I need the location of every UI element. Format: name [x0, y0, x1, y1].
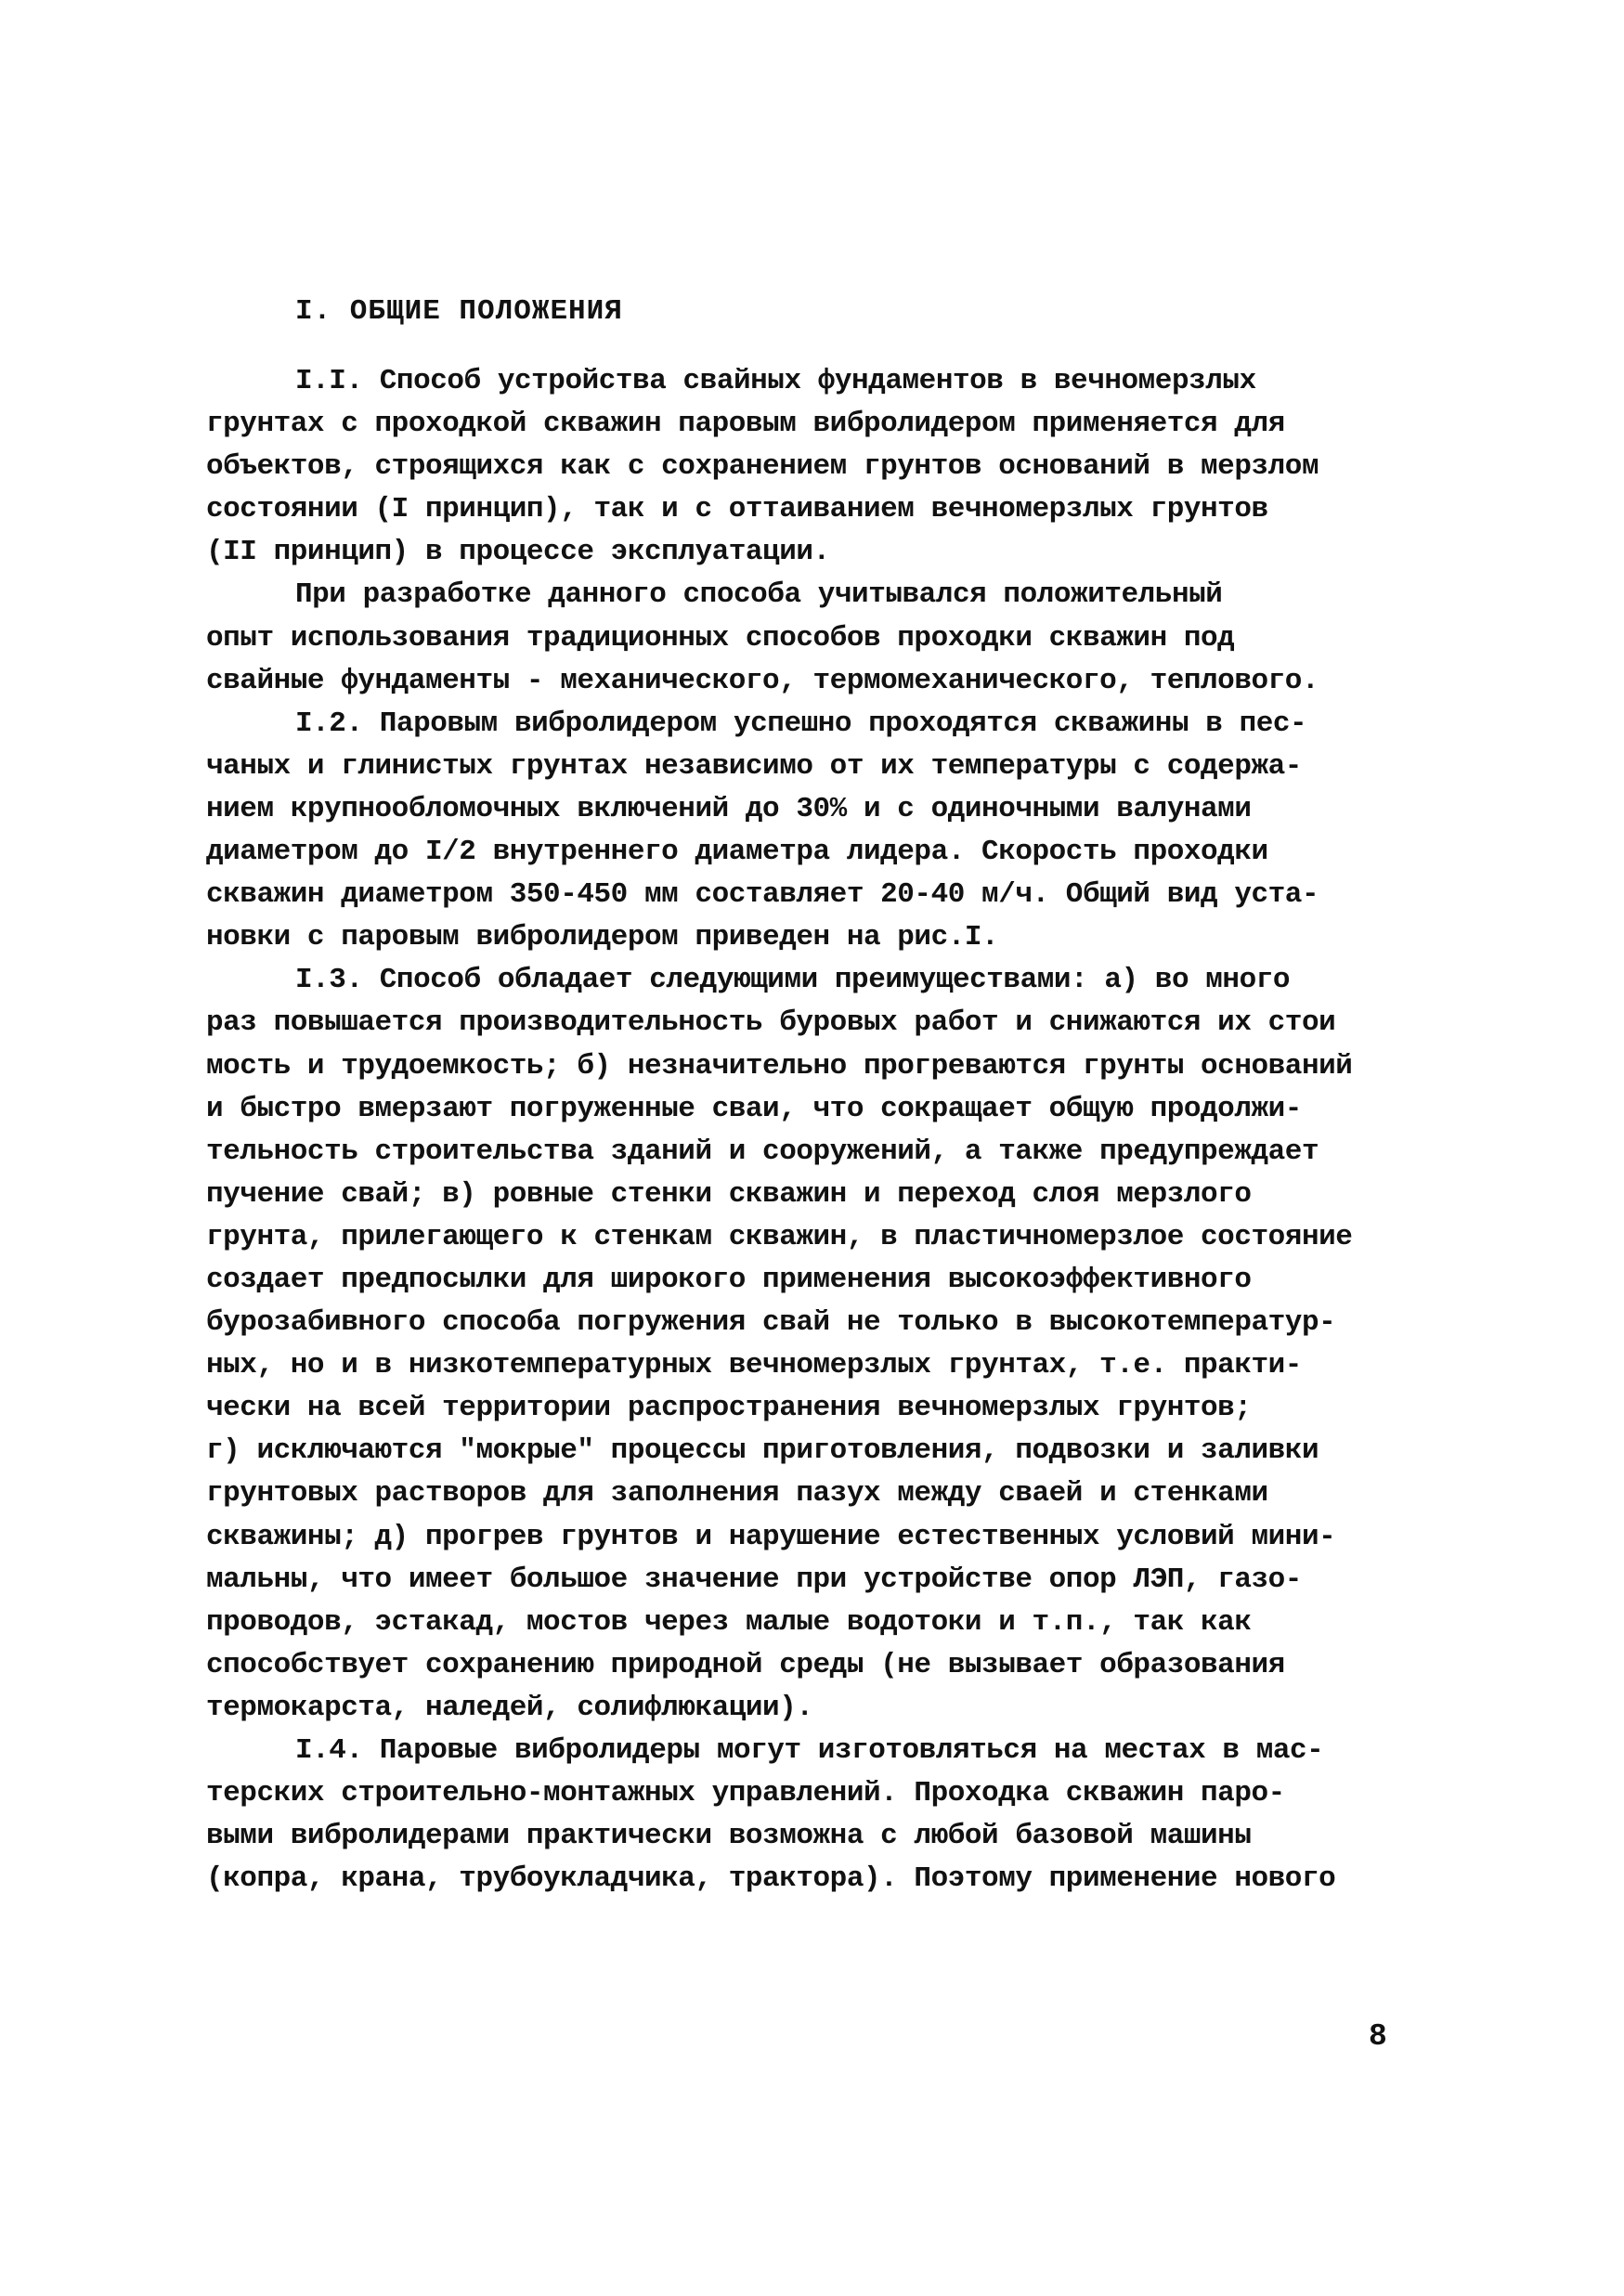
body-text [206, 360, 1441, 1900]
text-line: бурозабивного способа погружения свай не только в высокотемператур- [206, 1306, 1336, 1340]
text-line: I.3. Способ обладает следующими преимуществами: а) во много [295, 964, 1291, 997]
text-line: I.I. Способ устройства свайных фундаментов в вечномерзлых [295, 365, 1256, 397]
text-line: способствует сохранению природной среды (не вызывает образования [206, 1648, 1285, 1681]
text-line: свайные фундаменты - механического, термомеханического, теплового. [206, 664, 1319, 697]
text-line: грунтах с проходкой скважин паровым вибролидером применяется для [206, 408, 1285, 441]
text-line: состоянии (I принцип), так и с оттаиванием вечномерзлых грунтов [206, 493, 1268, 526]
text-line: выми вибролидерами практически возможна с любой базовой машины [206, 1820, 1252, 1853]
text-line: нием крупнообломочных включений до 30% и с одиночными валунами [206, 792, 1252, 825]
text-line: тельность строительства зданий и сооружений, а также предупреждает [206, 1135, 1319, 1168]
section-heading: I. ОБЩИЕ ПОЛОЖЕНИЯ [295, 295, 623, 328]
page-number: 8 [1369, 2019, 1387, 2054]
text-line: ных, но и в низкотемпературных вечномерзлых грунтах, т.е. практи- [206, 1349, 1302, 1382]
text-line: проводов, эстакад, мостов через малые водотоки и т.п., так как [206, 1605, 1252, 1639]
text-line: опыт использования традиционных способов проходки скважин под [206, 621, 1235, 655]
text-line: создает предпосылки для широкого применения высокоэффективного [206, 1263, 1252, 1296]
text-line: мость и трудоемкость; б) незначительно прогреваются грунты оснований [206, 1049, 1353, 1083]
text-line: чаных и глинистых грунтах независимо от их температуры с содержа- [206, 749, 1302, 783]
text-line: При разработке данного способа учитывался положительный [295, 578, 1223, 612]
text-line: I.4. Паровые вибролидеры могут изготовляться на местах в мас- [295, 1734, 1324, 1767]
text-line: новки с паровым вибролидером приведен на рис.I. [206, 921, 999, 954]
text-line: раз повышается производительность буровых работ и снижаются их стои [206, 1006, 1336, 1040]
text-line: термокарста, наледей, солифлюкации). [206, 1691, 813, 1724]
text-line: грунта, прилегающего к стенкам скважин, в пластичномерзлое состояние [206, 1220, 1353, 1253]
text-line: (II принцип) в процессе эксплуатации. [206, 536, 830, 569]
text-line: мальны, что имеет большое значение при устройстве опор ЛЭП, газо- [206, 1563, 1302, 1596]
text-line: скважины; д) прогрев грунтов и нарушение естественных условий мини- [206, 1520, 1336, 1553]
text-line: терских строительно-монтажных управлений. Проходка скважин паро- [206, 1777, 1285, 1810]
text-line: пучение свай; в) ровные стенки скважин и переход слоя мерзлого [206, 1177, 1252, 1211]
text-line: I.2. Паровым вибролидером успешно проходятся скважины в пес- [295, 707, 1307, 740]
text-line: объектов, строящихся как с сохранением грунтов оснований в мерзлом [206, 450, 1319, 484]
text-line: диаметром до I/2 внутреннего диаметра лидера. Скорость проходки [206, 836, 1268, 869]
text-line: чески на всей территории распространения вечномерзлых грунтов; [206, 1392, 1252, 1425]
text-line: г) исключаются "мокрые" процессы приготовления, подвозки и заливки [206, 1434, 1319, 1468]
text-line: и быстро вмерзают погруженные сваи, что сокращает общую продолжи- [206, 1092, 1302, 1125]
text-line: (копра, крана, трубоукладчика, трактора). Поэтому применение нового [206, 1862, 1336, 1896]
text-line: грунтовых растворов для заполнения пазух между сваей и стенками [206, 1477, 1268, 1511]
text-line: скважин диаметром 350-450 мм составляет 20-40 м/ч. Общий вид уста- [206, 878, 1319, 912]
